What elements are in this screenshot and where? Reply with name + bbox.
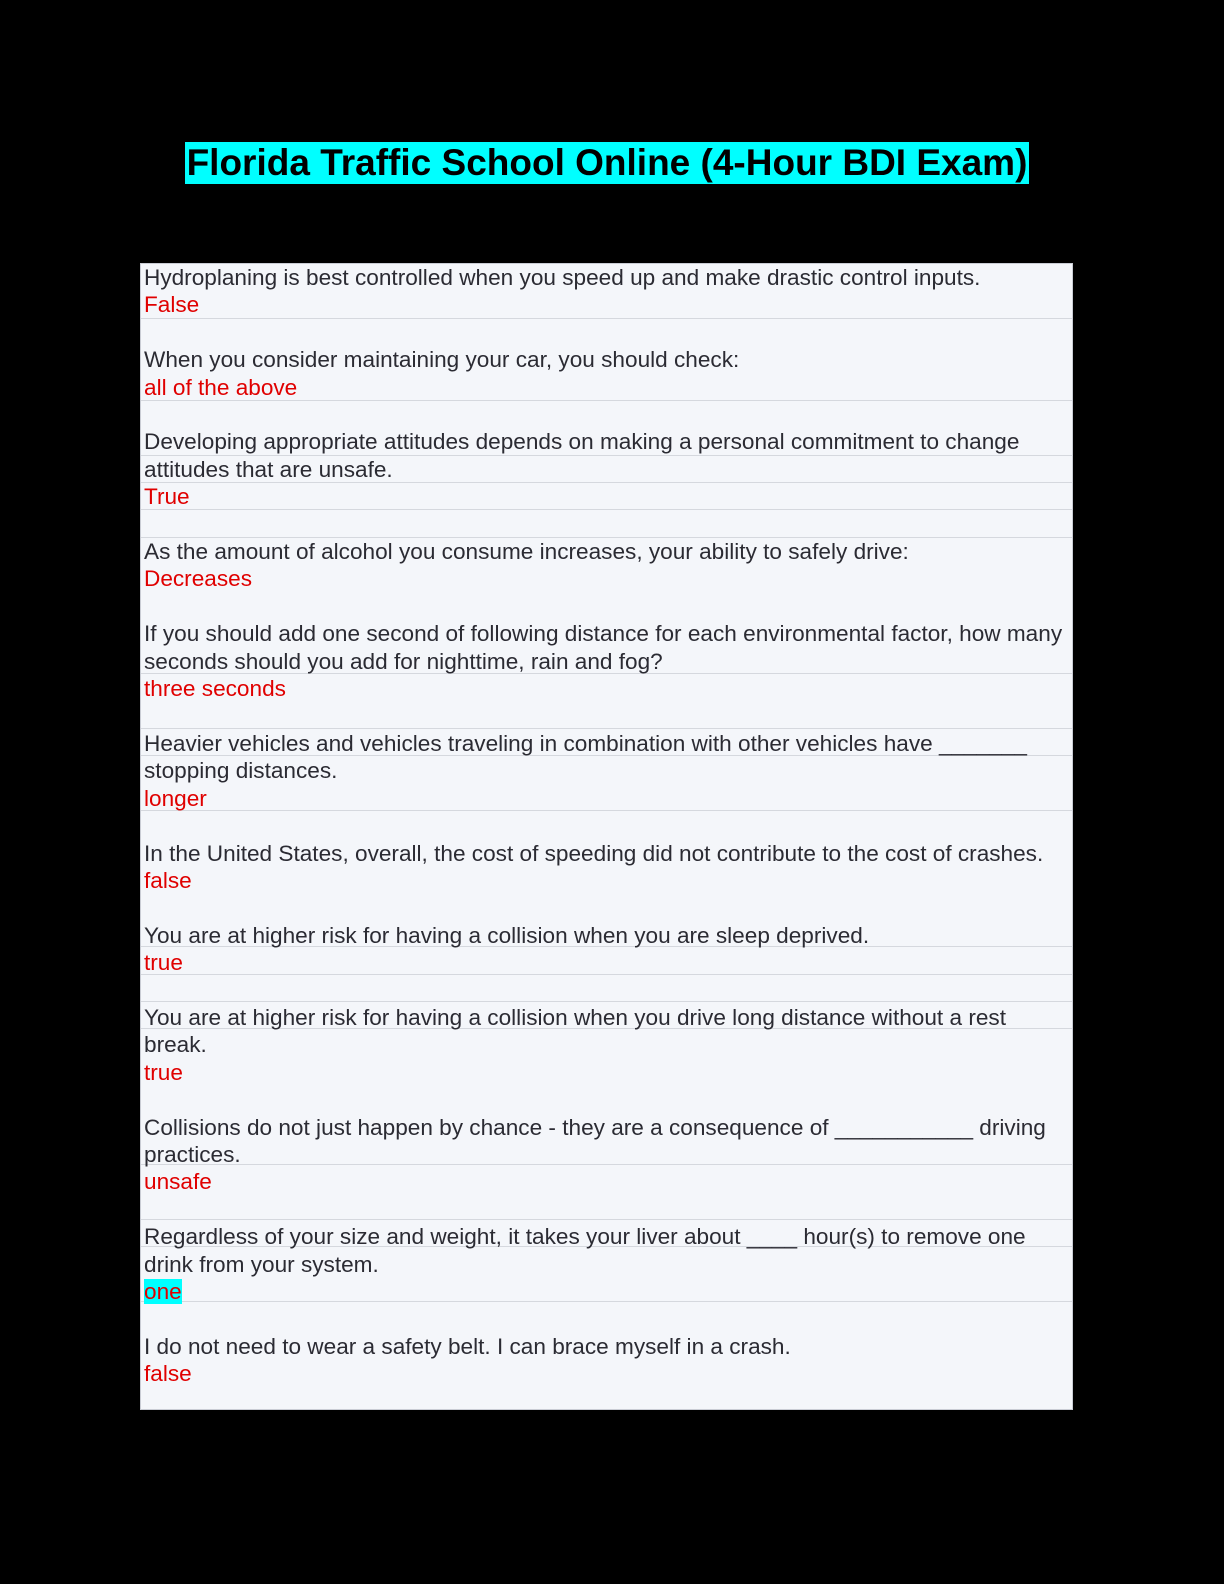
question-text: Collisions do not just happen by chance - they are a consequence of ___________ driving practices. [144,1114,1053,1167]
blank-line [144,977,1068,1004]
question-text: Developing appropriate attitudes depends on making a personal commitment to change attitudes that are unsafe. [144,429,1026,482]
answer-text [144,291,1068,318]
answer-text [144,867,1068,894]
qa-item [144,1305,1068,1387]
question-text: As the amount of alcohol you consume increases, your ability to safely drive: [144,539,909,565]
answer-text [144,1059,1068,1086]
blank-line [144,703,1068,730]
answer-value: Decreases [144,566,252,592]
answer-value: false [144,867,192,893]
question-text: You are at higher risk for having a collision when you are sleep deprived. [144,922,870,948]
question-text: You are at higher risk for having a collision when you drive long distance without a rest break. [144,1004,1013,1058]
answer-text [144,1360,1068,1387]
answer-text [144,483,1068,510]
answer-text [144,565,1068,592]
qa-item [144,319,1068,401]
title-wrapper [0,142,1224,184]
answer-text [144,785,1068,812]
question-text: When you consider maintaining your car, you should check: [144,347,740,373]
qa-item [144,977,1068,1087]
answer-value: unsafe [144,1169,212,1195]
blank-line [144,511,1068,538]
question-text: Hydroplaning is best controlled when you speed up and make drastic control inputs. [144,265,981,290]
blank-line [144,593,1068,620]
blank-line [144,894,1068,921]
answer-text [144,1278,1068,1305]
question-text: I do not need to wear a safety belt. I can brace myself in a crash. [144,1333,791,1359]
question-text [144,319,1068,346]
blank-line [144,401,1068,428]
qa-item [144,511,1068,593]
question-list [144,264,1068,1388]
document-title: Florida Traffic School Online (4-Hour BDI Exam) [186,142,1028,183]
answer-value: False [144,292,200,318]
answer-value: true [144,1059,183,1085]
answer-value: longer [144,785,207,811]
qa-item [144,1086,1068,1196]
question-text: Heavier vehicles and vehicles traveling in combination with other vehicles have _______ stopping distances. [144,730,1034,784]
answer-value: true [144,950,183,976]
blank-line [144,1086,1068,1113]
qa-item [144,593,1068,703]
qa-item [144,401,1068,511]
answer-value: false [144,1361,192,1387]
blank-line [144,1305,1068,1332]
question-text: Regardless of your size and weight, it takes your liver about ____ hour(s) to remove one drink from your system. [144,1224,1032,1277]
answer-value: True [144,484,190,510]
answer-text [144,949,1068,976]
blank-line [144,1196,1068,1223]
answer-text [144,374,1068,401]
qa-item [144,1196,1068,1306]
qa-item [144,703,1068,813]
highlighted-answer-value: one [144,1279,182,1305]
question-text: If you should add one second of following distance for each environmental factor, how many seconds should you add for nighttime, rain and fog? [144,621,1069,674]
qa-item [144,264,1068,319]
question-text: In the United States, overall, the cost of speeding did not contribute to the cost of crashes. [144,840,1044,866]
answer-text [144,1168,1068,1195]
answer-value: all of the above [144,374,298,400]
qa-item [144,812,1068,894]
answer-text [144,675,1068,702]
qa-panel [140,263,1073,1410]
answer-value: three seconds [144,676,286,702]
blank-line [144,812,1068,839]
qa-item [144,894,1068,976]
